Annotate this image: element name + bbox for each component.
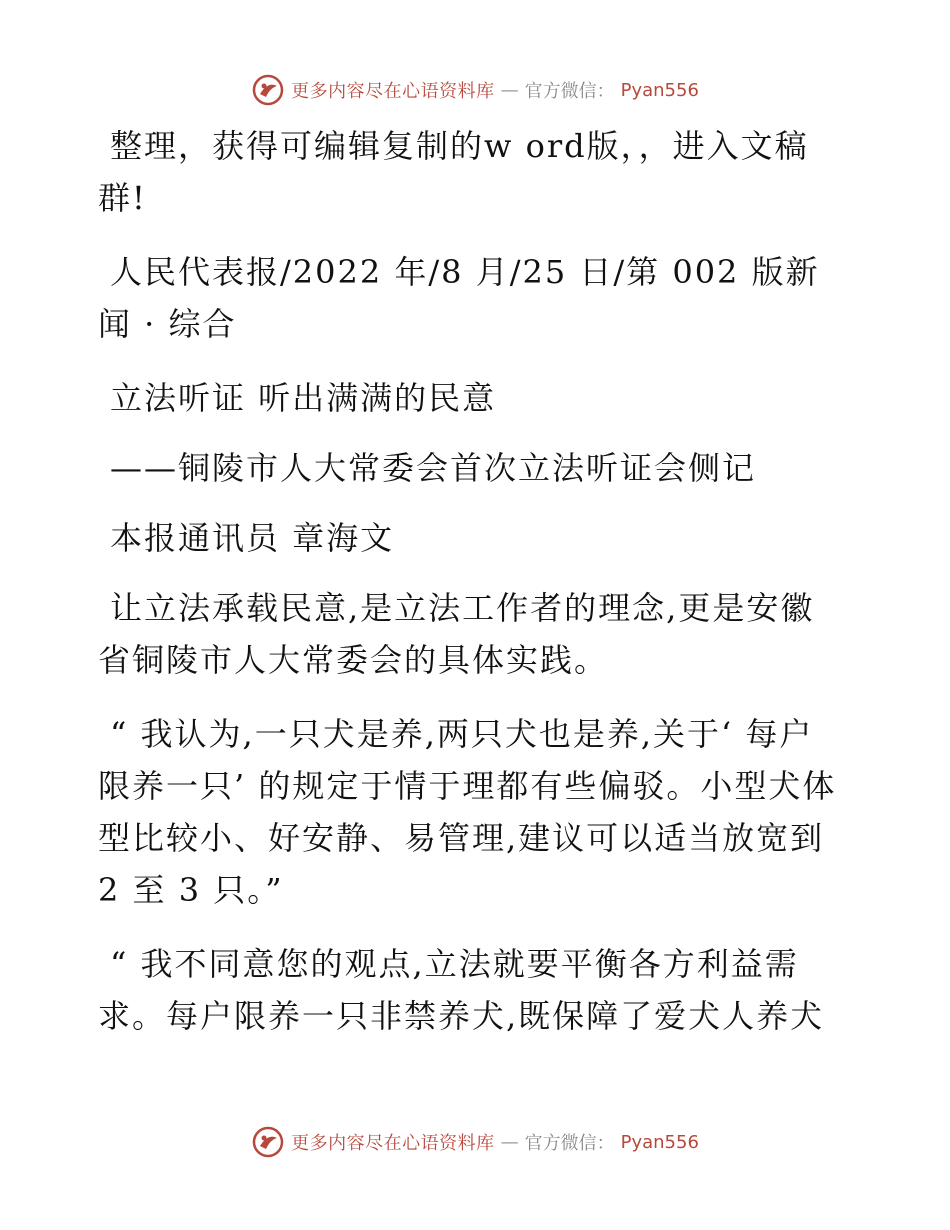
watermark-dash: — (500, 79, 519, 101)
article-subtitle: ——铜陵市人大常委会首次立法听证会侧记 (110, 449, 757, 487)
document-body (98, 120, 843, 1064)
article-byline: 本报通讯员 章海文 (110, 519, 395, 557)
watermark-site-text: 更多内容尽在心语资料库 (291, 81, 495, 102)
article-paragraph: 让立法承载民意,是立法工作者的理念,更是安徽省铜陵市人大常委会的具体实践。 (98, 589, 815, 679)
watermark-wechat-id: Pyan556 (620, 79, 699, 101)
watermark-label: 官方微信： (524, 81, 615, 102)
footer-watermark (0, 1122, 950, 1162)
article-title: 立法听证 听出满满的民意 (110, 379, 497, 417)
source-line: 人民代表报/2022 年/8 月/25 日/第 002 版新闻 · 综合 (98, 253, 820, 343)
watermark-site-text: 更多内容尽在心语资料库 (291, 1133, 495, 1154)
intro-text: 整理，获得可编辑复制的w ord版，，进入文稿群! (98, 127, 809, 217)
library-logo-icon (251, 1125, 285, 1159)
watermark-wechat-id: Pyan556 (620, 1131, 699, 1153)
article-paragraph: “ 我不同意您的观点,立法就要平衡各方利益需求。每户限养一只非禁养犬,既保障了爱犬人养犬 (98, 945, 825, 1035)
header-watermark (0, 70, 950, 110)
watermark-dash: — (500, 1131, 519, 1153)
watermark-label: 官方微信： (524, 1133, 615, 1154)
library-logo-icon (251, 73, 285, 107)
article-paragraph: “ 我认为,一只犬是养,两只犬也是养,关于‘ 每户限养一只’ 的规定于情于理都有些偏驳。小型犬体型比较小、好安静、易管理,建议可以适当放宽到 2 至 3 只。” (98, 715, 837, 909)
